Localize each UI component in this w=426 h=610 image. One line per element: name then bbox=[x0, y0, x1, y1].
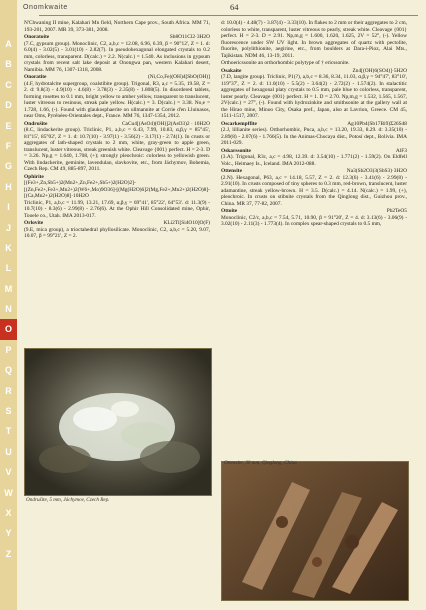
ondrusite-caption: Ondrušite, 5 mm, Jáchymov, Czech Rep. bbox=[26, 497, 110, 503]
mineral-entry bbox=[24, 74, 210, 120]
alphabet-letter-t[interactable]: T bbox=[5, 426, 12, 437]
mineral-description: N'Chwaning II mine, Kalahari Mn field, Northern Cape prov., South Africa. MM 71, 193-201, 2007. MR 39, 373-381, 2008. bbox=[24, 20, 210, 33]
mineral-entry bbox=[24, 174, 210, 220]
mineral-description: (3.A). Trigonal, R3c, a,c = 4.98, 12.39. d: 3.54(10) - 1.771(2) - 1.59(2). On Eldfell Volc., Heimaey Is., Iceland. IMA 2012-088. bbox=[221, 154, 407, 167]
alphabet-letter-l[interactable]: L bbox=[5, 263, 12, 274]
mineral-entry bbox=[24, 20, 210, 33]
alphabet-letter-b[interactable]: B bbox=[5, 59, 12, 70]
alphabet-letter-w[interactable]: W bbox=[4, 487, 13, 498]
alphabet-letter-i[interactable]: I bbox=[7, 202, 10, 213]
mineral-name: Ophirite bbox=[24, 173, 44, 180]
right-column bbox=[221, 20, 407, 229]
mineral-name: Ottoite bbox=[221, 208, 238, 214]
mineral-name: Onoratite bbox=[24, 74, 47, 80]
mineral-description: Orthoericssonite an orthorhombic polytype of † ericssonite. bbox=[221, 60, 350, 66]
alphabet-letter-n[interactable]: N bbox=[5, 304, 12, 315]
mineral-description: (7.D, langite group). Triclinic, P1(?), a,b,c = 8.36, 8.34, 11.03, α,β,γ = 94°47', 83°10', 119°37', Z = 2. d: 11.0(10) - 5.5(2) - 3.64(2) - 2.72(2) - 1.574(2). In stalactitic aggregates of hexagonal platy crystals to 0.5 mm, pale blue to colorless, transparent, luster pearly. Cleavage {001} perfect. H = 1. D = 2.70. Np,m,g = 1.532, 1.565, 1.567, 2V(calc.) = 27°, (-). Found with hydrozinkite and smithsonite at the gallery wall at the Hirao mine, Minoo City, Osaka pref., Japan, also at Lavrion, Greece. CM 45, 1511-1517, 2007. bbox=[221, 74, 407, 119]
alphabet-letter-e[interactable]: E bbox=[5, 120, 12, 131]
mineral-name: Onoratoite bbox=[24, 34, 50, 40]
mineral-formula: Pb2TeO5 bbox=[386, 208, 407, 214]
mineral-formula: Sb8O11Cl2·3H2O bbox=[169, 34, 210, 40]
alphabet-letter-q[interactable]: Q bbox=[4, 365, 12, 376]
alphabet-letter-j[interactable]: J bbox=[5, 222, 11, 233]
alphabet-letter-g[interactable]: G bbox=[4, 161, 12, 172]
mineral-entry bbox=[221, 121, 407, 147]
alphabet-letter-c[interactable]: C bbox=[5, 79, 12, 90]
alphabet-index-bar bbox=[0, 0, 17, 610]
header-rule bbox=[39, 15, 418, 16]
mineral-entry bbox=[24, 121, 210, 173]
alphabet-letter-r[interactable]: R bbox=[5, 385, 12, 396]
alphabet-letter-d[interactable]: D bbox=[5, 100, 12, 111]
mineral-formula: KLi2Ti[Si4O10]O(F) bbox=[163, 220, 210, 226]
ondrusite-photo bbox=[24, 348, 212, 496]
alphabet-letter-x[interactable]: X bbox=[5, 507, 12, 518]
mineral-name: Oscarkempffite bbox=[221, 120, 257, 127]
alphabet-letter-s[interactable]: S bbox=[5, 406, 12, 417]
mineral-description: (4.F, hydrotalcite supergroup, coalstibite group). Trigonal, R3, a,c = 5.35, 19.58, Z = 2. d: 9.8(3) - 4.9(10) - 4.6(8) - 3.78(3) - 2.35(8) - 1.808(5). In disordered tablets, forming rosettes to 0.1 mm, bright yellow to amber yellow, transparent to translucent, luster vitreous to resinous, streak pale yellow. H(calc.) = 3. D(calc.) = 3.38. No,e = 1.728, 1.66, (-). Found with glaukosphaerite on ullmannite at Corrie d'en Lluinasos, near Oms, Pyrénées-Orientales dept., France. MM 76, 1347-1354, 2012. bbox=[24, 80, 210, 119]
alphabet-letter-list bbox=[0, 34, 17, 564]
page-number: 64 bbox=[230, 2, 239, 12]
mineral-description: d: 10.0(4) - 4.48(7) - 3.87(4) - 3.33(10). In flakes to 2 mm or their aggregates to 2 cm, colorless to white, transparent, luster vitreous to pearly, streak white. Cleavage {001} perfect. H = 2-3. D = 2.91. Np,m,g = 1.600, 1.620, 1.625, 2V = 52°, (-). Yellow fluorescence under SW UV light. In brown aggregates of quartz with pectolite, fluorite, polylithionite, aegirine, etc., from boulders at Dara-i-Pioz, Alai Mts., Tajikistan. NDM 46, 13-19, 2011. bbox=[221, 20, 407, 59]
mineral-formula: Ag10Pb4(Sb17Bi9)Σ26S48 bbox=[347, 120, 407, 127]
mineral-description: (2.N). Hexagonal, P63, a,c = 14.18, 5.57, Z = 2. d: 12.3(6) - 3.41(6) - 2.99(8) - 2.91(10). In crusts composed of tiny spheres to 0.3 mm, red-brown, translucent, luster adamantine, streak yellow-brown. H = 3.5. D(calc.) = 4.14. N(calc.) = 1.99, (+), pleochroic. In crusts on stibnite crystals from the Qinglong dist., Guizhou prov., China. MR 37, 77-82, 2007. bbox=[221, 174, 407, 207]
mineral-description: Triclinic, P1, a,b,c = 11.99, 13.21, 17.69, α,β,γ = 69°41', 85°22', 64°53'. d: 11.3(9) - 10.7(10) - 8.3(6) - 2.99(8) - 2.76(6). At the Ophir Hill Consolidated mine, Ophir, Tooele co., Utah. IMA 2013-017. bbox=[24, 199, 210, 219]
mineral-name: Ondrušite bbox=[24, 120, 48, 127]
mineral-description: Monoclinic, C2/c, a,b,c = 7.54, 5.71, 10.90, β = 91°20', Z = 4. d: 3.13(6) - 3.06(9) - 3.02(10) - 2.11(3) - 1.773(4). In complex spear-shaped crystals to 0.5 mm, bbox=[221, 214, 407, 227]
mineral-entry bbox=[24, 34, 210, 73]
mineral-description: (2.J, lillianite series). Orthorhombic, Pnca, a,b,c = 13.20, 19.33, 8.29. d: 3.35(10) - 2.89(8) - 2.07(6) - 1.766(5). In the Animas-Chocaya dist., Potosí dept., Bolivia. IMA 2011-029. bbox=[221, 127, 407, 146]
alphabet-letter-y[interactable]: Y bbox=[5, 528, 12, 539]
mineral-name: Ottensite bbox=[221, 168, 242, 174]
alphabet-letter-z[interactable]: Z bbox=[5, 548, 12, 559]
ottensite-mineral-image bbox=[222, 462, 408, 600]
mineral-formula: Zn4[(OH)6(SO4)]·5H2O bbox=[352, 67, 407, 74]
running-head: Onomkwaite bbox=[23, 4, 68, 11]
mineral-entry bbox=[24, 220, 210, 240]
mineral-description: (8.C, lindackerite group). Triclinic, P1, a,b,c = 6.43, 7.99, 10.83, α,β,γ = 85°45', 81°15', 85°02', Z = 1. d: 10.7(10) - 3.97(1) - 3.56(2) - 3.17(1) - 2.74(1). In crusts or aggregates of lath-shaped crystals to 2 mm, white, gray-green to apple green, translucent, luster vitreous, streak greenish white. Cleavage {001} perfect. H = 2-3. D = 3.26. Np,g = 1.640, 1.708, (+); strongly pleochroic: colorless to yellowish green. With lindackerite, geminite, lavendulan, slavkovite, etc., from Jáchymov, Bohemia, Czech Rep. CM 49, 885-897, 2011. bbox=[24, 127, 210, 172]
mineral-formula: AlF3 bbox=[395, 147, 407, 154]
mineral-entry bbox=[221, 68, 407, 120]
ondrusite-mineral-image bbox=[25, 349, 211, 495]
mineral-formula: [(Fe3+,Zn,Sb5+)2(Mn2+,Zn,Fe2+,Sb5+)2(H2O)2]-[(Zn,Fe2+,Fe3+,Mn2+)2(W6+,Mo)9O36]-[(Mg(H2O)6]2(Mg,Fe2+,Mn2+)2(H2O)8]-[(Ca,Mn2+)2(H2O)8]·10H2O bbox=[24, 180, 210, 199]
ottensite-caption: Ottensite, 30 mm, Qinglong, China bbox=[224, 460, 297, 466]
alphabet-letter-f[interactable]: F bbox=[5, 140, 12, 151]
mineral-description: (9.E, mica group), a trioctahedral phyllosilicate. Monoclinic, C2, a,b,c = 5.20, 9.07, 10.07, β = 99°21', Z = 2. bbox=[24, 226, 210, 239]
mineral-description: (7.C, gypsum group). Monoclinic, C2, a,b,c = 12.08, 6.96, 6.39, β = 90°12', Z = 1. d: 6.0(4) - 3.02(5) - 3.01(10) - 2.82(7). In pseudohexagonal elongated crystals to 0.2 mm, colorless, transparent. D(calc.) = 2.2. N(calc.) = 1.540. As inclusions in gypsum crystals from recent salt lake deposit at Onongwa pan, western Kalahari desert, Namibia. MM 76, 1307-1318, 2008. bbox=[24, 40, 210, 73]
mineral-entry bbox=[221, 208, 407, 228]
alphabet-letter-p[interactable]: P bbox=[5, 344, 12, 355]
page-header bbox=[17, 0, 426, 16]
mineral-formula: CaCu4[(AsO4)(OH)]2(AsO3)2 · 10H2O bbox=[121, 120, 210, 127]
alphabet-letter-a[interactable]: A bbox=[5, 39, 12, 49]
mineral-entry bbox=[221, 148, 407, 168]
mineral-name: Orlovite bbox=[24, 220, 44, 226]
mineral-formula: (Ni,Co,Fe)(OH)4[SbO(OH)] bbox=[148, 74, 210, 80]
alphabet-letter-m[interactable]: M bbox=[4, 283, 13, 294]
alphabet-letter-k[interactable]: K bbox=[5, 242, 12, 253]
mineral-name: Oskarssonite bbox=[221, 147, 251, 154]
alphabet-letter-v[interactable]: V bbox=[5, 467, 12, 478]
mineral-entry bbox=[221, 20, 407, 59]
mineral-formula: Na3(Sb2O3)3(SbS3)·3H2O bbox=[346, 168, 407, 174]
mineral-name: Osakaite bbox=[221, 67, 242, 74]
mineral-entry bbox=[221, 168, 407, 207]
ottensite-photo bbox=[221, 461, 409, 601]
alphabet-letter-o[interactable]: O bbox=[0, 319, 17, 339]
left-column bbox=[24, 20, 210, 241]
alphabet-letter-u[interactable]: U bbox=[5, 446, 12, 457]
alphabet-letter-h[interactable]: H bbox=[5, 181, 12, 192]
mineral-entry bbox=[221, 60, 407, 67]
